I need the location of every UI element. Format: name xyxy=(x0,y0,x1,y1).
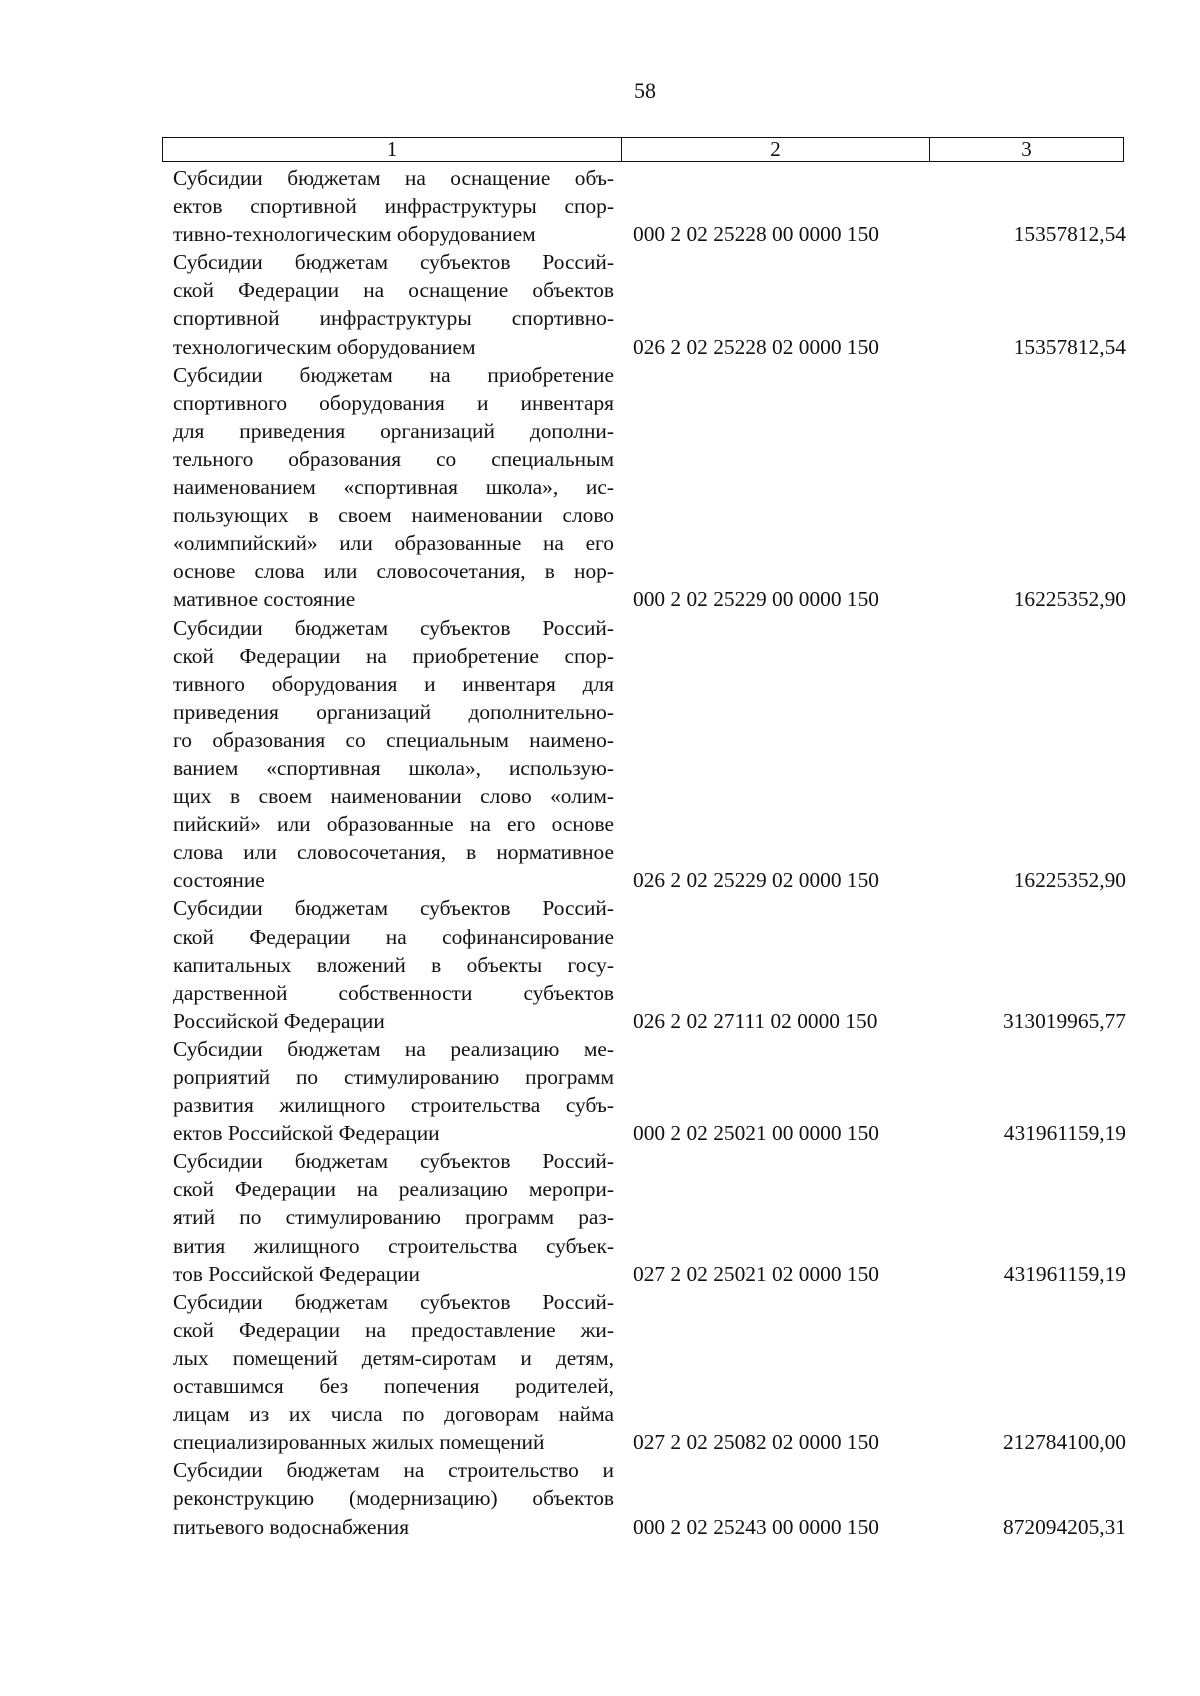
table-body xyxy=(173,164,1126,1541)
row-description xyxy=(173,894,614,1034)
budget-code: 027 2 02 25021 02 0000 150 xyxy=(633,1261,879,1286)
budget-code: 026 2 02 25229 02 0000 150 xyxy=(633,868,879,893)
description-line: ской Федерации на оснащение объектов xyxy=(173,278,614,303)
row-description xyxy=(173,361,614,614)
table-row xyxy=(173,1456,1126,1540)
description-line: Субсидии бюджетам на оснащение объ- xyxy=(173,166,614,190)
table-row xyxy=(173,1035,1126,1147)
description-line: состояние xyxy=(173,868,265,893)
amount-value: 431961159,19 xyxy=(1003,1121,1126,1146)
description-line: основе слова или словосочетания, в нор- xyxy=(173,559,614,584)
description-line: оставшимся без попечения родителей, xyxy=(173,1374,614,1399)
table-row xyxy=(173,614,1126,895)
row-description xyxy=(173,1147,614,1287)
amount-value: 431961159,19 xyxy=(1003,1261,1126,1286)
description-line: тов Российской Федерации xyxy=(173,1261,420,1286)
description-line: щих в своем наименовании слово «олим- xyxy=(173,784,614,809)
table-row xyxy=(173,164,1126,248)
amount-value: 16225352,90 xyxy=(1013,587,1126,612)
description-line: тивного оборудования и инвентаря для xyxy=(173,671,614,696)
table-row xyxy=(173,1147,1126,1287)
amount-value: 15357812,54 xyxy=(1013,334,1126,359)
header-col-3: 3 xyxy=(1021,137,1032,161)
budget-code: 026 2 02 25228 02 0000 150 xyxy=(633,334,879,359)
description-line: ванием «спортивная школа», использую- xyxy=(173,755,614,780)
description-line: Субсидии бюджетам субъектов Россий- xyxy=(173,1289,614,1314)
description-line: ской Федерации на софинансирование xyxy=(173,924,614,949)
row-description xyxy=(173,164,614,248)
budget-code: 000 2 02 25021 00 0000 150 xyxy=(633,1121,879,1146)
description-line: реконструкцию (модернизацию) объектов xyxy=(173,1486,614,1511)
amount-value: 16225352,90 xyxy=(1013,868,1126,893)
description-line: Субсидии бюджетам субъектов Россий- xyxy=(173,615,614,640)
description-line: капитальных вложений в объекты госу- xyxy=(173,952,614,977)
description-line: слова или словосочетания, в нормативное xyxy=(173,840,614,865)
description-line: Российской Федерации xyxy=(173,1008,385,1033)
description-line: лицам из их числа по договорам найма xyxy=(173,1402,614,1427)
description-line: приведения организаций дополнительно- xyxy=(173,699,614,724)
description-line: питьевого водоснабжения xyxy=(173,1514,410,1539)
description-line: ектов спортивной инфраструктуры спор- xyxy=(173,194,614,219)
budget-code: 000 2 02 25229 00 0000 150 xyxy=(633,587,879,612)
row-description xyxy=(173,614,614,895)
amount-value: 15357812,54 xyxy=(1013,222,1126,247)
description-line: наименованием «спортивная школа», ис- xyxy=(173,475,614,500)
description-line: спортивной инфраструктуры спортивно- xyxy=(173,306,614,331)
table-row xyxy=(173,1288,1126,1457)
description-line: ятий по стимулированию программ раз- xyxy=(173,1205,614,1230)
description-line: Субсидии бюджетам на приобретение xyxy=(173,362,614,387)
amount-value: 872094205,31 xyxy=(1003,1514,1126,1539)
budget-code: 000 2 02 25243 00 0000 150 xyxy=(633,1514,879,1539)
description-line: ской Федерации на приобретение спор- xyxy=(173,643,614,668)
description-line: ской Федерации на предоставление жи- xyxy=(173,1317,614,1342)
amount-value: 212784100,00 xyxy=(1003,1430,1126,1455)
description-line: Субсидии бюджетам субъектов Россий- xyxy=(173,250,614,275)
description-line: тельного образования со специальным xyxy=(173,446,614,471)
description-line: лых помещений детям-сиротам и детям, xyxy=(173,1345,614,1370)
description-line: ектов Российской Федерации xyxy=(173,1121,440,1146)
description-line: дарственной собственности субъектов xyxy=(173,980,614,1005)
description-line: тивно-технологическим оборудованием xyxy=(173,222,536,247)
description-line: роприятий по стимулированию программ xyxy=(173,1065,614,1089)
budget-code: 026 2 02 27111 02 0000 150 xyxy=(633,1008,878,1033)
description-line: «олимпийский» или образованные на его xyxy=(173,531,614,556)
description-line: мативное состояние xyxy=(173,587,356,612)
table-header xyxy=(162,137,1124,162)
description-line: вития жилищного строительства субъек- xyxy=(173,1233,614,1258)
description-line: спортивного оборудования и инвентаря xyxy=(173,390,614,415)
row-description xyxy=(173,1035,614,1147)
header-col-1: 1 xyxy=(163,138,622,161)
budget-code: 000 2 02 25228 00 0000 150 xyxy=(633,222,879,247)
description-line: специализированных жилых помещений xyxy=(173,1430,545,1455)
description-line: ской Федерации на реализацию меропри- xyxy=(173,1177,614,1202)
budget-code: 027 2 02 25082 02 0000 150 xyxy=(633,1430,879,1455)
description-line: пользующих в своем наименовании слово xyxy=(173,503,614,528)
description-line: Субсидии бюджетам субъектов Россий- xyxy=(173,896,614,921)
row-description xyxy=(173,248,614,360)
header-col-2: 2 xyxy=(622,138,930,161)
description-line: развития жилищного строительства субъ- xyxy=(173,1093,614,1118)
row-description xyxy=(173,1288,614,1457)
table-row xyxy=(173,361,1126,614)
description-line: пийский» или образованные на его основе xyxy=(173,812,614,837)
amount-value: 313019965,77 xyxy=(1003,1008,1126,1033)
page-number: 58 xyxy=(634,78,656,103)
description-line: технологическим оборудованием xyxy=(173,334,476,359)
description-line: го образования со специальным наимено- xyxy=(173,727,614,752)
description-line: Субсидии бюджетам на строительство и xyxy=(173,1458,614,1483)
row-description xyxy=(173,1456,614,1540)
description-line: Субсидии бюджетам субъектов Россий- xyxy=(173,1149,614,1174)
description-line: Субсидии бюджетам на реализацию ме- xyxy=(173,1036,614,1061)
description-line: для приведения организаций дополни- xyxy=(173,418,614,443)
table-row xyxy=(173,248,1126,360)
table-row xyxy=(173,894,1126,1034)
